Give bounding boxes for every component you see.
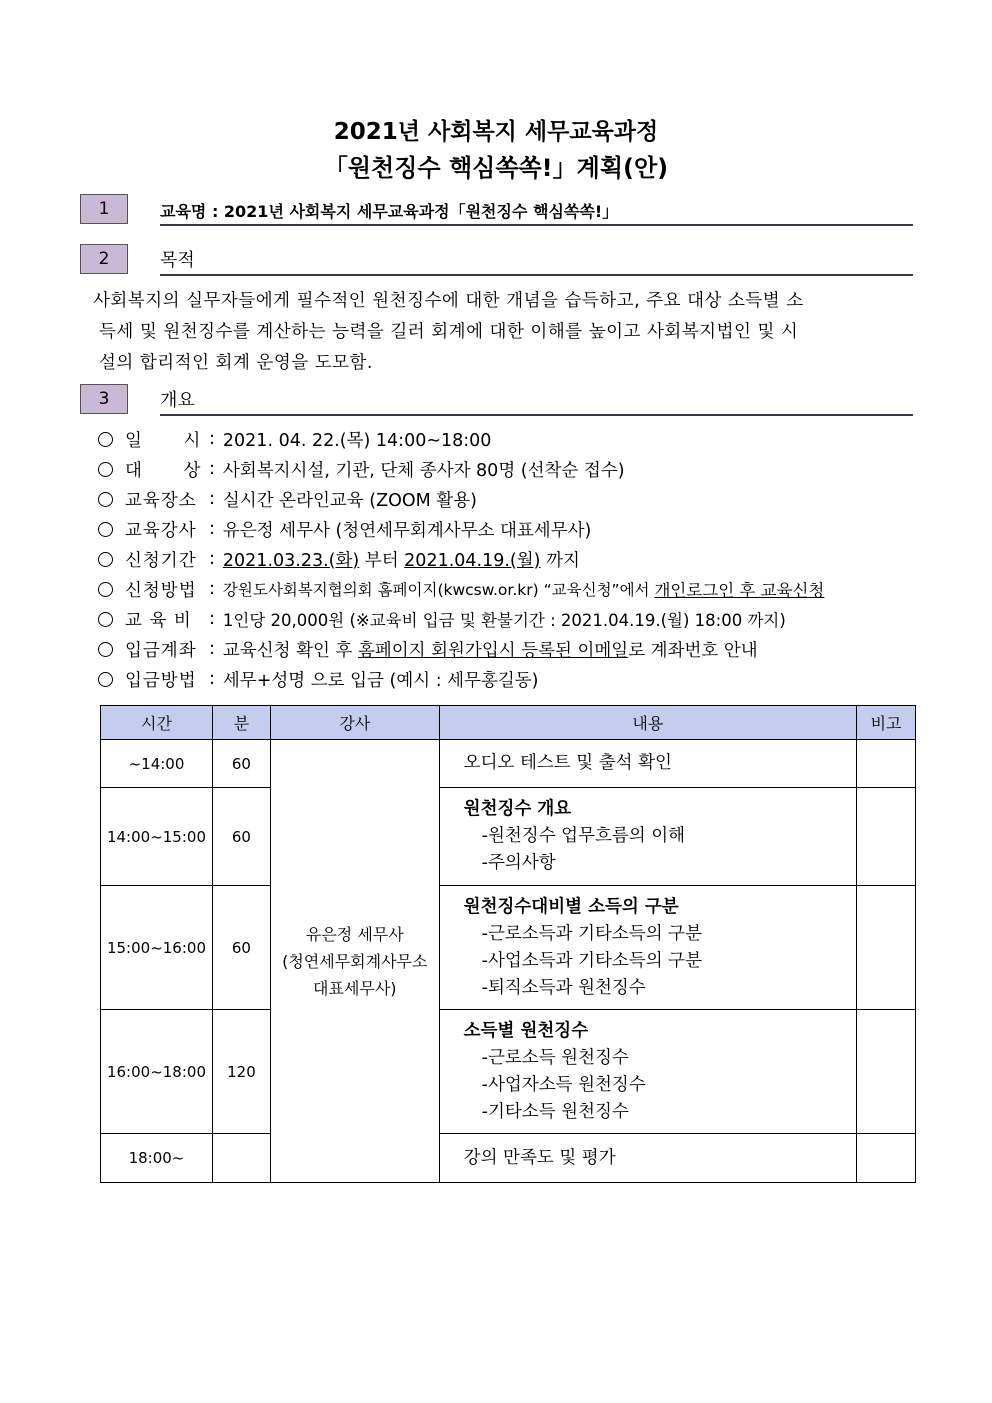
cell-content: [439, 1010, 856, 1134]
section-number: 1: [80, 194, 128, 224]
cell-minutes: 60: [212, 788, 270, 886]
lecturer-name: 유은정 세무사: [305, 924, 404, 944]
content-sub: -근로소득 원천징수: [481, 1047, 629, 1068]
content-title: 원천징수대비별 소득의 구분: [463, 896, 679, 917]
content-sub: -기타소득 원천징수: [481, 1101, 629, 1122]
item-label: 교육강사: [125, 520, 197, 541]
period-end: 2021.04.19.(월): [404, 550, 541, 571]
item-value: 강원도사회복지협의회 홈페이지(kwcsw.or.kr) “교육신청”에서: [222, 581, 655, 599]
item-value: 실시간 온라인교육 (ZOOM 활용): [222, 490, 477, 511]
overview-item-lecturer: [98, 514, 928, 544]
circle-bullet-icon: [98, 492, 113, 507]
cell-note: [857, 788, 916, 886]
item-label: 입금방법: [125, 670, 197, 691]
circle-bullet-icon: [98, 672, 113, 687]
content-title: 오디오 테스트 및 출석 확인: [463, 753, 672, 773]
circle-bullet-icon: [98, 612, 113, 627]
colon: :: [209, 489, 215, 509]
cell-note: [857, 740, 916, 788]
colon: :: [209, 579, 215, 599]
cell-content: [439, 740, 856, 788]
circle-bullet-icon: [98, 552, 113, 567]
colon: :: [209, 669, 215, 689]
overview-item-target: [98, 454, 928, 484]
header-minutes: 분: [212, 706, 270, 740]
cell-content: [439, 886, 856, 1010]
table-header-row: [101, 706, 916, 740]
item-label: 신청기간: [125, 550, 197, 571]
content-sub: -퇴직소득과 원천징수: [481, 977, 646, 998]
cell-time: ~14:00: [101, 740, 213, 788]
overview-item-period: [98, 544, 928, 574]
cell-time: 18:00~: [101, 1134, 213, 1183]
section-heading: 개요: [160, 390, 195, 411]
lecturer-title: 대표세무사): [313, 978, 397, 998]
lecturer-office: (청연세무회계사무소: [282, 951, 428, 971]
section-divider: [160, 414, 913, 416]
table-row: [101, 788, 916, 886]
circle-bullet-icon: [98, 432, 113, 447]
circle-bullet-icon: [98, 642, 113, 657]
header-note: 비고: [857, 706, 916, 740]
section-1: [80, 194, 913, 226]
colon: :: [209, 519, 215, 539]
header-content: 내용: [439, 706, 856, 740]
cell-minutes: 60: [212, 886, 270, 1010]
content-title: 원천징수 개요: [463, 799, 572, 819]
overview-item-account: [98, 634, 928, 664]
item-label: 신청방법: [125, 580, 197, 601]
cell-time: 15:00~16:00: [101, 886, 213, 1010]
schedule-table: [100, 705, 916, 1183]
item-value: 1인당 20,000원 (※교육비 입금 및 환불기간 : 2021.04.19.(월) 18:00 까지): [222, 611, 786, 630]
item-value: 사회복지시설, 기관, 단체 종사자 80명 (선착순 접수): [222, 460, 625, 481]
cell-lecturer: [270, 740, 439, 1183]
item-label: 교 육 비: [125, 610, 192, 631]
colon: :: [209, 549, 215, 569]
cell-content: [439, 1134, 856, 1183]
content-sub: -원천징수 업무흐름의 이해: [481, 826, 686, 846]
period-start: 2021.03.23.(화): [222, 550, 360, 571]
header-lecturer: 강사: [270, 706, 439, 740]
cell-minutes: [212, 1134, 270, 1183]
overview-item-place: [98, 484, 928, 514]
cell-time: 16:00~18:00: [101, 1010, 213, 1134]
item-value: 2021. 04. 22.(목) 14:00~18:00: [222, 430, 492, 451]
period-mid: 부터: [359, 550, 405, 571]
colon: :: [209, 639, 215, 659]
cell-content: [439, 788, 856, 886]
section-number: 2: [80, 244, 128, 274]
cell-note: [857, 1134, 916, 1183]
content-sub: -근로소득과 기타소득의 구분: [481, 923, 702, 944]
purpose-paragraph: [93, 286, 923, 379]
header-time: 시간: [101, 706, 213, 740]
item-label: 대 상: [125, 460, 202, 481]
purpose-line: 사회복지의 실무자들에게 필수적인 원천징수에 대한 개념을 습득하고, 주요 대상 소득별 소: [93, 291, 804, 311]
purpose-line: 득세 및 원천징수를 계산하는 능력을 길러 회계에 대한 이해를 높이고 사회복지법인 및 시: [99, 322, 799, 342]
overview-list: [98, 424, 928, 694]
purpose-line: 설의 합리적인 회계 운영을 도모함.: [99, 353, 373, 373]
cell-note: [857, 1010, 916, 1134]
item-value: 유은정 세무사 (청연세무회계사무소 대표세무사): [222, 520, 592, 541]
cell-minutes: 60: [212, 740, 270, 788]
method-underline: 개인로그인 후 교육신청: [654, 581, 825, 600]
account-pre: 교육신청 확인 후: [222, 640, 358, 661]
item-value: 세무+성명 으로 입금 (예시 : 세무홍길동): [222, 670, 539, 691]
section-divider: [160, 224, 913, 226]
content-sub: -사업소득과 기타소득의 구분: [481, 950, 702, 971]
overview-item-date: [98, 424, 928, 454]
table-row: [101, 886, 916, 1010]
colon: :: [209, 429, 215, 449]
colon: :: [209, 459, 215, 479]
item-label: 교육장소: [125, 490, 197, 511]
content-sub: -주의사항: [481, 853, 556, 873]
circle-bullet-icon: [98, 522, 113, 537]
content-sub: -사업자소득 원천징수: [481, 1074, 646, 1095]
content-title: 강의 만족도 및 평가: [463, 1147, 616, 1168]
section-2: [80, 244, 913, 276]
content-title: 소득별 원천징수: [463, 1020, 589, 1041]
colon: :: [209, 609, 215, 629]
period-tail: 까지: [540, 550, 580, 571]
account-underline: 홈페이지 회원가입시 등록된 이메일: [357, 640, 629, 661]
document-title: 2021년 사회복지 세무교육과정: [333, 119, 659, 145]
section-heading: 교육명 : 2021년 사회복지 세무교육과정「원천징수 핵심쏙쏙!」: [160, 202, 619, 221]
item-label: 일 시: [125, 430, 202, 451]
cell-note: [857, 886, 916, 1010]
item-label: 입금계좌: [125, 640, 197, 661]
cell-minutes: 120: [212, 1010, 270, 1134]
overview-item-deposit: [98, 664, 928, 694]
section-heading: 목적: [160, 250, 195, 271]
circle-bullet-icon: [98, 582, 113, 597]
document-subtitle: 「원천징수 핵심쏙쏙!」계획(안): [323, 154, 669, 182]
circle-bullet-icon: [98, 462, 113, 477]
overview-item-method: [98, 574, 928, 604]
account-post: 로 계좌번호 안내: [628, 640, 758, 661]
section-number: 3: [80, 384, 128, 414]
cell-time: 14:00~15:00: [101, 788, 213, 886]
table-row: [101, 1134, 916, 1183]
table-row: [101, 1010, 916, 1134]
table-row: [101, 740, 916, 788]
overview-item-fee: [98, 604, 928, 634]
section-divider: [160, 274, 913, 276]
section-3: [80, 384, 913, 416]
